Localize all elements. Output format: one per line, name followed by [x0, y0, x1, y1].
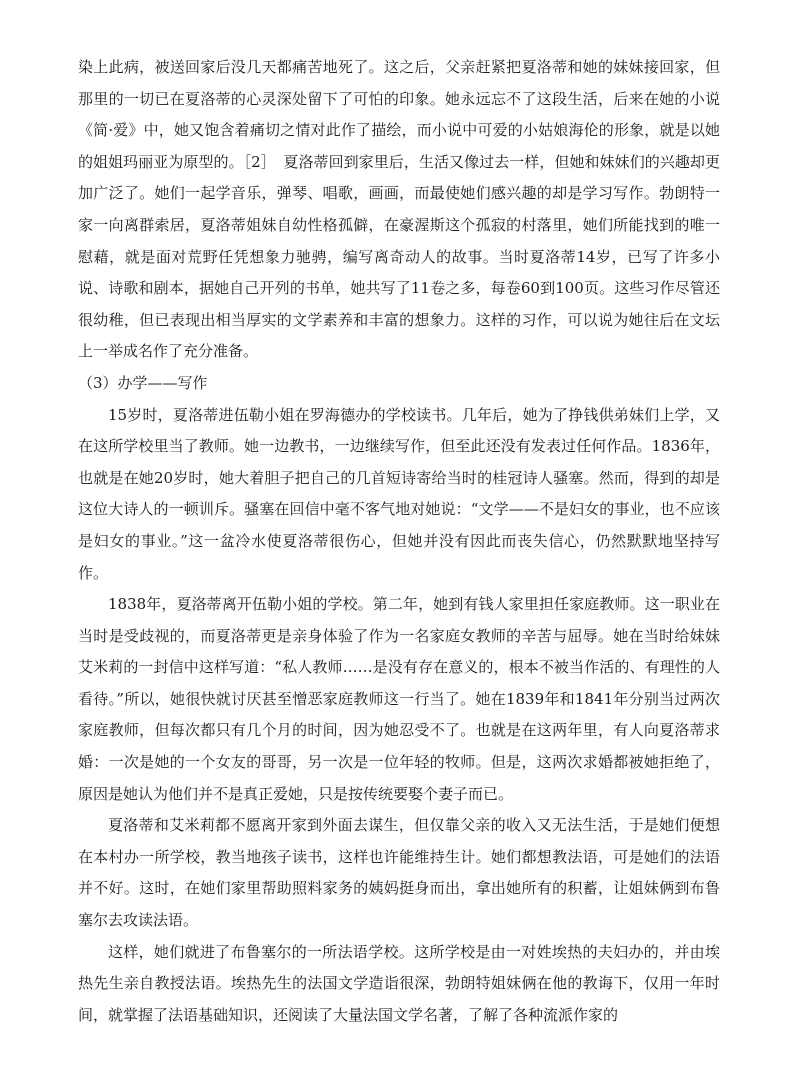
paragraph-4: 夏洛蒂和艾米莉都不愿离开家到外面去谋生，但仅靠父亲的收入又无法生活，于是她们便想在本村办一所学校，教当地孩子读书，这样也许能维持生计。她们都想教法语，可是她们的法语并不好。这时，在她们家里帮助照料家务的姨妈挺身而出，拿出她所有的积蓄，让姐妹俩到布鲁塞尔去攻读法语。 — [78, 816, 720, 930]
paragraph-2: 15岁时，夏洛蒂进伍勒小姐在罗海德办的学校读书。几年后，她为了挣钱供弟妹们上学，又在这所学校里当了教师。她一边教书，一边继续写作，但至此还没有发表过任何作品。1836年，也就是在她20岁时，她大着胆子把自己的几首短诗寄给当时的桂冠诗人骚塞。然而，得到的却是这位大诗人的一顿训斥。骚塞在回信中毫不客气地对她说：“文学——不是妇女的事业，也不应该是妇女的事业。”这一盆冷水使夏洛蒂很伤心，但她并没有因此而丧失信心，仍然默默地坚持写作。 — [78, 405, 720, 582]
paragraph-5: 这样，她们就进了布鲁塞尔的一所法语学校。这所学校是由一对姓埃热的夫妇办的，并由埃热先生亲自教授法语。埃热先生的法国文学造诣很深，勃朗特姐妹俩在他的教诲下，仅用一年时间，就掌握了法语基础知识，还阅读了大量法国文学名著，了解了各种流派作家的 — [78, 942, 720, 1024]
paragraph-3: 1838年，夏洛蒂离开伍勒小姐的学校。第二年，她到有钱人家里担任家庭教师。这一职业在当时是受歧视的，而夏洛蒂更是亲身体验了作为一名家庭女教师的辛苦与屈辱。她在当时给妹妹艾米莉的一封信中这样写道：“私人教师……是没有存在意义的，根本不被当作活的、有理性的人看待。”所以，她很快就讨厌甚至憎恶家庭教师这一行当了。她在1839年和1841年分别当过两次家庭教师，但每次都只有几个月的时间，因为她忍受不了。也就是在这两年里，有人向夏洛蒂求婚：一次是她的一个女友的哥哥，另一次是一位年轻的牧师。但是，这两次求婚都被她拒绝了，原因是她认为他们并不是真正爱她，只是按传统要娶个妻子而已。 — [78, 595, 720, 803]
section-heading-3: （3）办学——写作 — [78, 373, 208, 392]
document-body — [78, 52, 720, 1031]
paragraph-1: 染上此病，被送回家后没几天都痛苦地死了。这之后，父亲赶紧把夏洛蒂和她的妹妹接回家，但那里的一切已在夏洛蒂的心灵深处留下了可怕的印象。她永远忘不了这段生活，后来在她的小说《简·爱》中，她又饱含着痛切之情对此作了描绘，而小说中可爱的小姑娘海伦的形象，就是以她的姐姐玛丽亚为原型的。［2］ 夏洛蒂回到家里后，生活又像过去一样，但她和妹妹们的兴趣却更加广泛了。她们一起学音乐，弹琴、唱歌，画画，而最使她们感兴趣的却是学习写作。勃朗特一家一向离群索居，夏洛蒂姐妹自幼性格孤僻，在豪渥斯这个孤寂的村落里，她们所能找到的唯一慰藉，就是面对荒野任凭想象力驰骋，编写离奇动人的故事。当时夏洛蒂14岁，已写了许多小说、诗歌和剧本，据她自己开列的书单，她共写了11卷之多，每卷60到100页。这些习作尽管还很幼稚，但已表现出相当厚实的文学素养和丰富的想象力。这样的习作，可以说为她往后在文坛上一举成名作了充分准备。 — [78, 58, 720, 361]
